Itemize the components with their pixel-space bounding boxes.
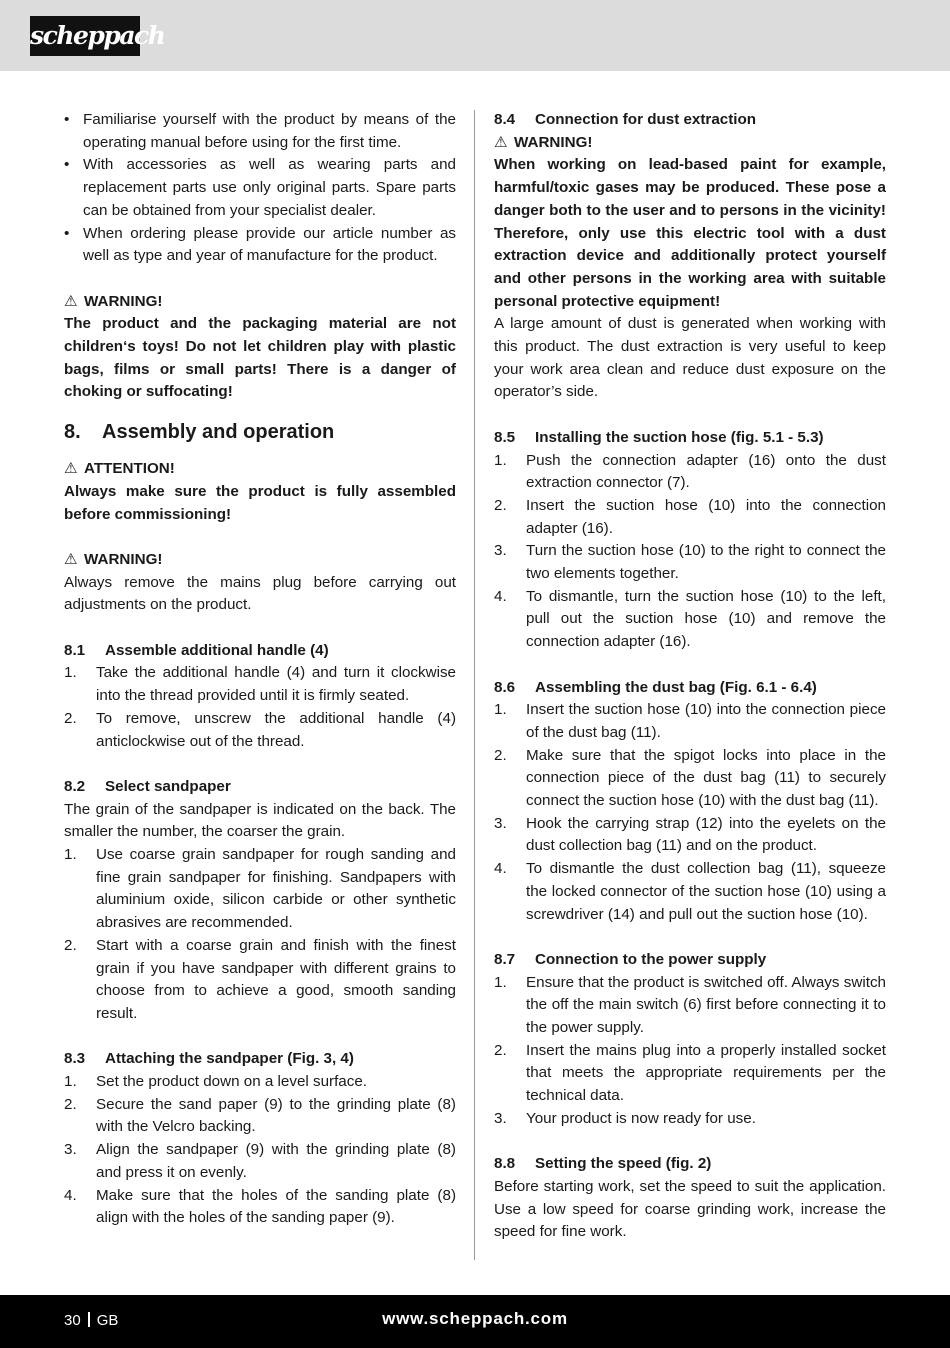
subsection-heading: 8.7 Connection to the power supply — [494, 950, 767, 968]
numbered-item: 4. To dismantle, turn the suction hose (10) to the left, pull out the suction hose (10) and remove the connection adapter (16). — [494, 587, 886, 651]
subsection-heading: 8.4 Connection for dust extraction — [494, 111, 757, 128]
numbered-item: 1. Push the connection adapter (16) onto the dust extraction connector (7). — [494, 451, 886, 492]
subsection-heading: 8.1 Assemble additional handle (4) — [64, 641, 329, 659]
list-item: • With accessories as well as wearing parts and replacement parts use only original parts. Spare parts can be obtained from your specialist dealer. — [64, 156, 456, 219]
right-column — [494, 109, 886, 1244]
numbered-item: 3. Hook the carrying strap (12) into the eyelets on the dust collection bag (11) and on the product. — [494, 814, 886, 855]
warning-heading: ⚠ WARNING! — [64, 291, 456, 314]
numbered-item: 2. Insert the suction hose (10) into the connection adapter (16). — [494, 496, 886, 537]
bullet-mark: • — [64, 224, 70, 242]
bullet-mark: • — [64, 156, 70, 174]
website-link[interactable]: www.scheppach.com — [382, 1309, 568, 1328]
numbered-item: 1. Insert the suction hose (10) into the connection piece of the dust bag (11). — [494, 701, 886, 741]
subsection-heading: 8.2 Select sandpaper — [64, 777, 231, 795]
warning-text: Always remove the mains plug before carrying out adjustments on the product. — [64, 573, 456, 614]
numbered-item: 2. To remove, unscrew the additional handle (4) anticlockwise out of the thread. — [64, 709, 456, 750]
warning-triangle-icon: ⚠ — [64, 460, 78, 478]
warning-text: When working on lead-based paint for example, harmful/toxic gases may be produced. These pose a danger both to the user and to persons in the vicinity! Therefore, only use this electric tool with a dust extraction device and additionally protect yourself and other persons in the working area with suitable personal protective equipment! — [494, 156, 886, 310]
subsection-heading: 8.8 Setting the speed (fig. 2) — [494, 1155, 712, 1173]
numbered-item: 1. Set the product down on a level surface. — [64, 1073, 368, 1091]
page-footer — [0, 1295, 950, 1348]
left-column — [64, 109, 456, 1230]
numbered-item: 1. Take the additional handle (4) and turn it clockwise into the thread provided until it is firmly seated. — [64, 664, 456, 705]
numbered-item: 3. Turn the suction hose (10) to the right to connect the two elements together. — [494, 542, 886, 583]
page-number: 30 GB — [64, 1312, 119, 1329]
paragraph: Before starting work, set the speed to suit the application. Use a low speed for coarse grinding work, increase the speed for fine work. — [494, 1177, 886, 1241]
column-divider — [474, 110, 475, 1260]
numbered-item: 2. Make sure that the spigot locks into place in the connection piece of the dust bag (11) to securely connect the suction hose (10) with the dust bag (11). — [494, 746, 886, 810]
numbered-item: 2. Insert the mains plug into a properly installed socket that meets the appropriate requirements per the technical data. — [494, 1041, 886, 1105]
numbered-item: 4. To dismantle the dust collection bag (11), squeeze the locked connector of the suction hose (10) using a screwdriver (14) and pull out the suction hose (10). — [494, 860, 886, 923]
subsection-heading: 8.3 Attaching the sandpaper (Fig. 3, 4) — [64, 1050, 354, 1068]
warning-triangle-icon: ⚠ — [494, 133, 508, 151]
list-item: • Familiarise yourself with the product by means of the operating manual before using for the first time. — [64, 111, 456, 151]
paragraph: The grain of the sandpaper is indicated on the back. The smaller the number, the coarser the grain. — [64, 800, 456, 841]
numbered-item: 2. Secure the sand paper (9) to the grinding plate (8) with the Velcro backing. — [64, 1095, 456, 1136]
subsection-heading: 8.5 Installing the suction hose (fig. 5.1 - 5.3) — [494, 428, 824, 446]
paragraph: A large amount of dust is generated when working with this product. The dust extraction is very useful to keep your work area clean and reduce dust exposure on the operator’s side. — [494, 315, 886, 401]
warning-heading: ⚠ WARNING! — [494, 132, 886, 155]
warning-triangle-icon: ⚠ — [64, 292, 78, 310]
section-heading: 8. Assembly and operation — [64, 421, 335, 444]
list-item: • When ordering please provide our article number as well as type and year of manufacture for the product. — [64, 224, 456, 265]
warning-heading: ⚠ WARNING! — [64, 549, 456, 572]
numbered-item: 1. Use coarse grain sandpaper for rough sanding and fine grain sandpaper for finishing. Sandpapers with aluminium oxide, silicon carbide or other synthetic abrasives are recommended. — [64, 846, 456, 932]
page-header — [0, 0, 950, 71]
attention-text: Always make sure the product is fully assembled before commissioning! — [64, 482, 456, 523]
bullet-mark: • — [64, 111, 70, 128]
attention-heading: ⚠ ATTENTION! — [64, 458, 456, 481]
numbered-item: 3. Align the sandpaper (9) with the grinding plate (8) and press it on evenly. — [64, 1141, 456, 1181]
warning-text: The product and the packaging material are not children‘s toys! Do not let children play with plastic bags, films or small parts! There is a danger of choking or suffocating! — [64, 315, 456, 401]
subsection-heading: 8.6 Assembling the dust bag (Fig. 6.1 - 6.4) — [494, 678, 817, 696]
numbered-item: 1. Ensure that the product is switched off. Always switch the off the main switch (6) first before connecting it to the power supply. — [494, 973, 886, 1037]
scheppach-logo: scheppach — [30, 16, 140, 56]
numbered-item: 2. Start with a coarse grain and finish with the finest grain if you have sandpaper with different grains to choose from to achieve a good, smooth sanding result. — [64, 936, 456, 1022]
numbered-item: 3. Your product is now ready for use. — [494, 1109, 756, 1127]
warning-triangle-icon: ⚠ — [64, 550, 78, 568]
numbered-item: 4. Make sure that the holes of the sanding plate (8) align with the holes of the sanding paper (9). — [64, 1186, 456, 1227]
